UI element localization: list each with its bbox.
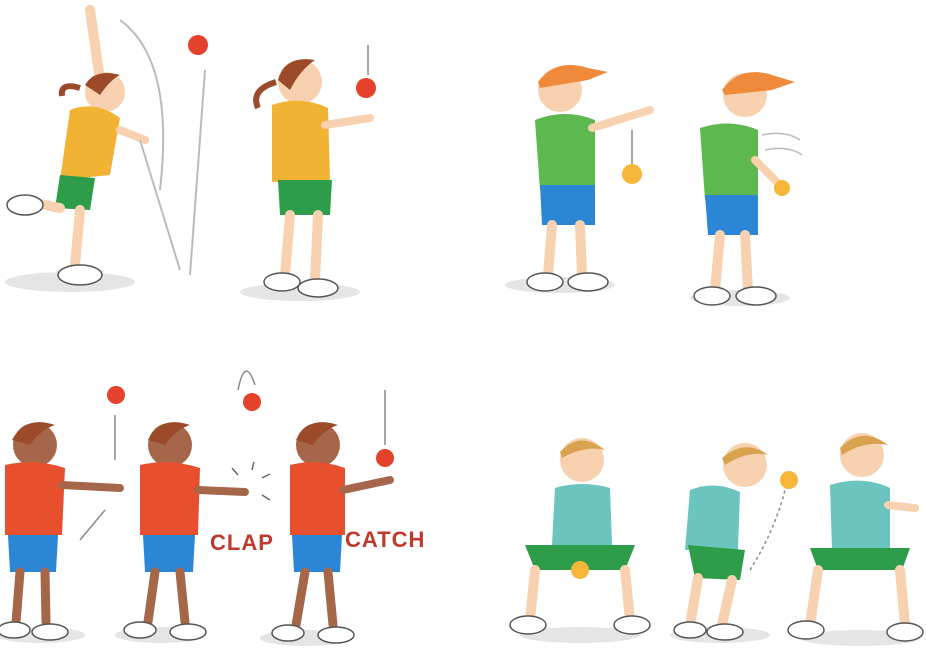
ball bbox=[376, 449, 394, 467]
clap-label: CLAP bbox=[210, 530, 274, 555]
ball bbox=[780, 471, 798, 489]
ball bbox=[243, 393, 261, 411]
motion-line bbox=[762, 133, 802, 155]
ball bbox=[188, 35, 208, 55]
motion-line bbox=[238, 371, 255, 390]
ball bbox=[356, 78, 376, 98]
ball bbox=[107, 386, 125, 404]
girl-figure bbox=[0, 422, 120, 640]
motion-line bbox=[190, 70, 205, 275]
boy-figure bbox=[510, 438, 650, 634]
girl-figure bbox=[256, 59, 370, 297]
catch-label: CATCH bbox=[345, 527, 426, 552]
boy-figure bbox=[674, 443, 768, 640]
motion-line bbox=[120, 20, 163, 190]
motion-line bbox=[80, 510, 105, 540]
scene-cap-boy-drop-catch bbox=[500, 50, 820, 320]
motion-line bbox=[140, 140, 180, 270]
boy-figure bbox=[788, 433, 923, 641]
scene-girl-toss-clap-catch bbox=[0, 350, 440, 652]
scene-boy-squat-bounce-catch bbox=[500, 420, 926, 652]
girl-figure bbox=[7, 10, 145, 285]
motion-line bbox=[750, 490, 785, 570]
ball bbox=[571, 561, 589, 579]
scene-girl-drop-bounce-catch bbox=[0, 0, 400, 310]
ball bbox=[622, 164, 642, 184]
ball bbox=[774, 180, 790, 196]
